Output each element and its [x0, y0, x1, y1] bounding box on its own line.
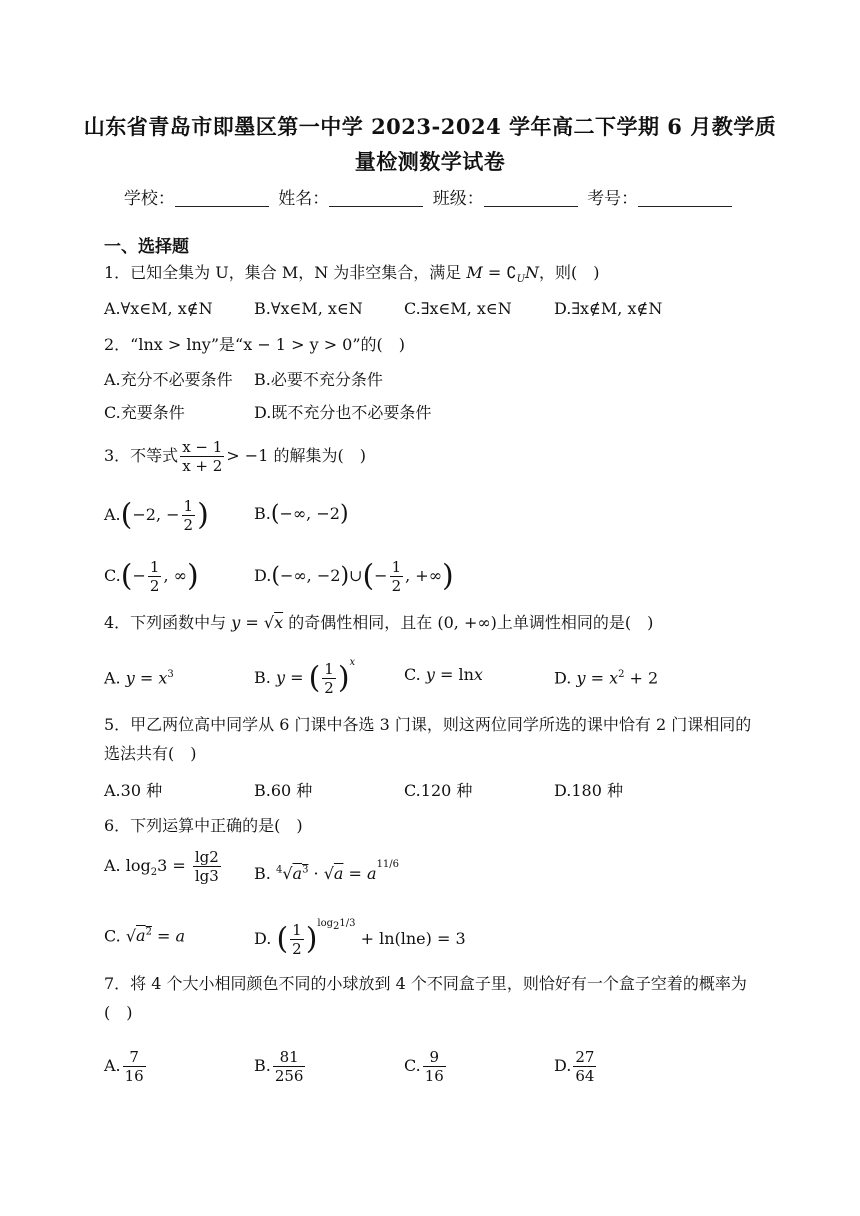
q2-option-c[interactable]: C.充要条件 [104, 403, 185, 422]
q3-option-b[interactable]: B.(−∞, −2) [254, 501, 349, 527]
number-label: 考号： [587, 189, 639, 209]
q3-prefix: 3．不等式 [104, 446, 179, 465]
q5-option-b[interactable]: B.60 种 [254, 781, 313, 800]
question-5-stem: 5．甲乙两位高中同学从 6 门课中各选 3 门课，则这两位同学所选的课中恰有 2 门课相同的选法共有( ) [104, 715, 752, 763]
question-1-stem [104, 258, 756, 294]
q3-option-d[interactable]: D.(−∞, −2)∪(− $\frac{1}{2}$ , +∞) [254, 558, 454, 595]
q7-c-den: 16 [424, 1067, 444, 1085]
q7-b-den: 256 [274, 1067, 304, 1085]
school-label: 学校： [123, 189, 175, 209]
q7-option-a[interactable]: A. $\frac{7}{16}$ [104, 1048, 144, 1085]
name-blank[interactable] [329, 190, 423, 207]
class-label: 班级： [432, 189, 484, 209]
q4-option-d[interactable]: D. $y = x^2 + 2$ [554, 668, 659, 688]
q1-option-c[interactable]: C.∃x∈M, x∈N [404, 299, 512, 318]
q1-formula: $M = ∁_UN$ [466, 263, 539, 286]
q6-option-d[interactable]: D. ( $\frac{1}{2}$ )$^{log_21/3}$ + ln(lne) = 3 [254, 918, 466, 958]
q4-suffix: 上单调性相同的是( ) [496, 613, 654, 632]
q5-option-a[interactable]: A.30 种 [104, 781, 163, 800]
q1-suffix: ，则( ) [539, 263, 600, 282]
q7-option-d[interactable]: D. $\frac{27}{64}$ [554, 1048, 595, 1085]
q6-option-b[interactable]: B. $^4√a^3 \cdot √a = a^{11/6}$ [254, 859, 400, 883]
q5-option-c[interactable]: C.120 种 [404, 781, 473, 800]
q3-option-c[interactable]: C.(− $\frac{1}{2}$ , ∞) [104, 558, 199, 595]
question-4-stem [104, 608, 756, 637]
q7-a-den: 16 [124, 1067, 144, 1085]
q3-fraction [180, 438, 224, 475]
q6-option-c[interactable]: C. $√a^2 = a$ [104, 926, 186, 946]
q7-option-c[interactable]: C. $\frac{9}{16}$ [404, 1048, 444, 1085]
section-heading: 一、选择题 [104, 237, 189, 257]
q5-option-d[interactable]: D.180 种 [554, 781, 623, 800]
q7-b-num: 81 [273, 1048, 306, 1067]
q3-denominator: x + 2 [182, 457, 223, 475]
name-label: 姓名： [278, 189, 330, 209]
q2-option-d[interactable]: D.既不充分也不必要条件 [254, 403, 432, 422]
q2-option-b[interactable]: B.必要不充分条件 [254, 370, 383, 389]
question-2-stem: 2．“lnx > lny”是“x − 1 > y > 0”的( ) [104, 335, 406, 354]
q4-interval: (0, +∞) [437, 613, 497, 632]
exam-title-line2: 量检测数学试卷 [354, 149, 506, 174]
q1-option-d[interactable]: D.∃x∉M, x∉N [554, 299, 663, 318]
question-6-stem: 6．下列运算中正确的是( ) [104, 816, 303, 835]
school-blank[interactable] [175, 190, 269, 207]
class-blank[interactable] [484, 190, 578, 207]
q1-option-a[interactable]: A.∀x∈M, x∉N [104, 299, 213, 318]
q4-prefix: 4．下列函数中与 [104, 613, 227, 632]
q4-function: y = √x [231, 613, 284, 632]
q1-prefix: 1．已知全集为 U，集合 M，N 为非空集合，满足 [104, 263, 462, 282]
number-blank[interactable] [638, 190, 732, 207]
exam-title-line1: 山东省青岛市即墨区第一中学 2023-2024 学年高二下学期 6 月教学质 [83, 114, 777, 139]
q7-c-num: 9 [423, 1048, 446, 1067]
question-3-stem [104, 436, 756, 476]
q2-option-a[interactable]: A.充分不必要条件 [104, 370, 233, 389]
q6-option-a[interactable]: A. $\log_23$ = $\frac{\lg 2}{\lg 3}$ [104, 848, 219, 885]
q7-a-num: 7 [123, 1048, 146, 1067]
q4-option-c[interactable]: C. y = lnx [404, 665, 483, 684]
q3-suffix: > −1 的解集为( ) [226, 446, 366, 465]
q3-numerator: x − 1 [182, 438, 223, 456]
question-7-stem: 7．将 4 个大小相同颜色不同的小球放到 4 个不同盒子里，则恰好有一个盒子空着的概率为( ) [104, 974, 747, 1022]
q1-option-b[interactable]: B.∀x∈M, x∈N [254, 299, 363, 318]
q4-option-a[interactable]: A. $y = x^3$ [104, 668, 174, 688]
q7-d-num: 27 [575, 1048, 595, 1066]
q3-option-a[interactable]: A.(−2, − $\frac{1}{2}$ ) [104, 497, 209, 534]
student-info-line [0, 184, 860, 209]
q4-middle: 的奇偶性相同，且在 [288, 613, 433, 632]
q7-d-den: 64 [575, 1067, 595, 1085]
q7-option-b[interactable]: B. $\frac{81}{256}$ [254, 1048, 304, 1085]
q4-option-b[interactable]: B. y = ( $\frac{1}{2}$ )$^x$ [254, 657, 356, 697]
